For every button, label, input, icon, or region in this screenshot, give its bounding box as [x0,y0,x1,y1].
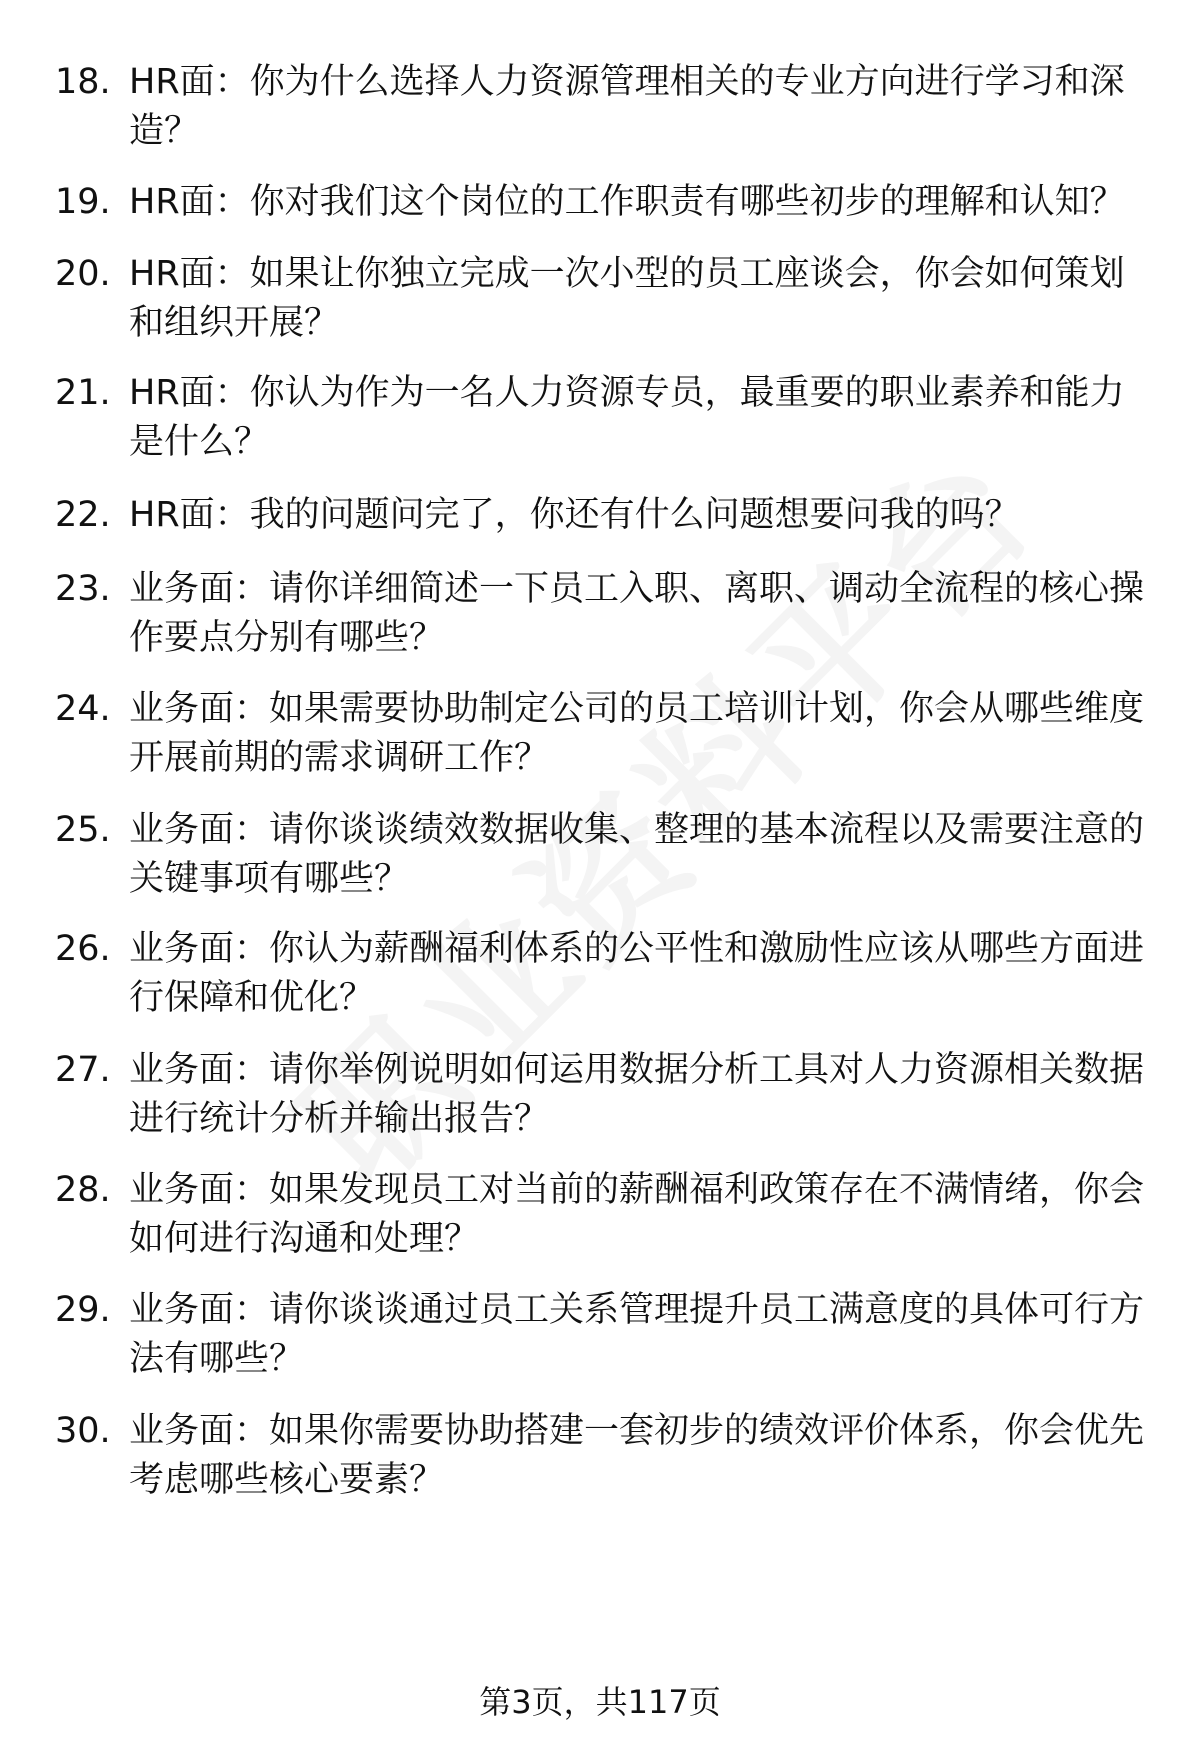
list-item [0,58,1159,156]
question-number: 22. [55,495,111,535]
list-item [0,250,1159,348]
list-item [0,925,1159,1023]
page-footer: 第3页，共117页 [479,1683,721,1721]
question-text: 业务面：请你举例说明如何运用数据分析工具对人力资源相关数据进行统计分析并输出报告？ [129,1050,1145,1139]
question-number: 21. [55,373,111,413]
question-number: 28. [55,1170,111,1210]
question-text: HR面：你认为作为一名人力资源专员，最重要的职业素养和能力是什么？ [129,373,1125,462]
list-item [0,806,1159,904]
question-text: 业务面：如果你需要协助搭建一套初步的绩效评价体系，你会优先考虑哪些核心要素？ [129,1411,1145,1500]
question-number: 26. [55,929,111,969]
question-number: 30. [55,1411,111,1451]
question-number: 24. [55,689,111,729]
list-item [0,565,1159,663]
question-number: 23. [55,569,111,609]
question-text: HR面：我的问题问完了，你还有什么问题想要问我的吗？ [129,495,1020,535]
question-text: HR面：你对我们这个岗位的工作职责有哪些初步的理解和认知？ [129,182,1125,222]
list-item [0,491,1159,540]
question-text: HR面：如果让你独立完成一次小型的员工座谈会，你会如何策划和组织开展？ [129,254,1125,343]
question-number: 27. [55,1050,111,1090]
question-text: 业务面：如果需要协助制定公司的员工培训计划，你会从哪些维度开展前期的需求调研工作？ [129,689,1145,778]
list-item [0,685,1159,783]
question-number: 20. [55,254,111,294]
question-text: 业务面：请你谈谈绩效数据收集、整理的基本流程以及需要注意的关键事项有哪些？ [129,810,1145,899]
list-item [0,369,1159,467]
question-text: 业务面：如果发现员工对当前的薪酬福利政策存在不满情绪，你会如何进行沟通和处理？ [129,1170,1145,1259]
question-number: 25. [55,810,111,850]
question-text: HR面：你为什么选择人力资源管理相关的专业方向进行学习和深造？ [129,62,1125,151]
question-text: 业务面：请你详细简述一下员工入职、离职、调动全流程的核心操作要点分别有哪些？ [129,569,1145,658]
list-item [0,178,1159,227]
question-text: 业务面：你认为薪酬福利体系的公平性和激励性应该从哪些方面进行保障和优化？ [129,929,1145,1018]
question-number: 18. [55,62,111,102]
list-item [0,1166,1159,1264]
list-item [0,1286,1159,1384]
list-item [0,1046,1159,1144]
question-number: 29. [55,1290,111,1330]
list-item [0,1407,1159,1505]
question-number: 19. [55,182,111,222]
question-text: 业务面：请你谈谈通过员工关系管理提升员工满意度的具体可行方法有哪些？ [129,1290,1145,1379]
